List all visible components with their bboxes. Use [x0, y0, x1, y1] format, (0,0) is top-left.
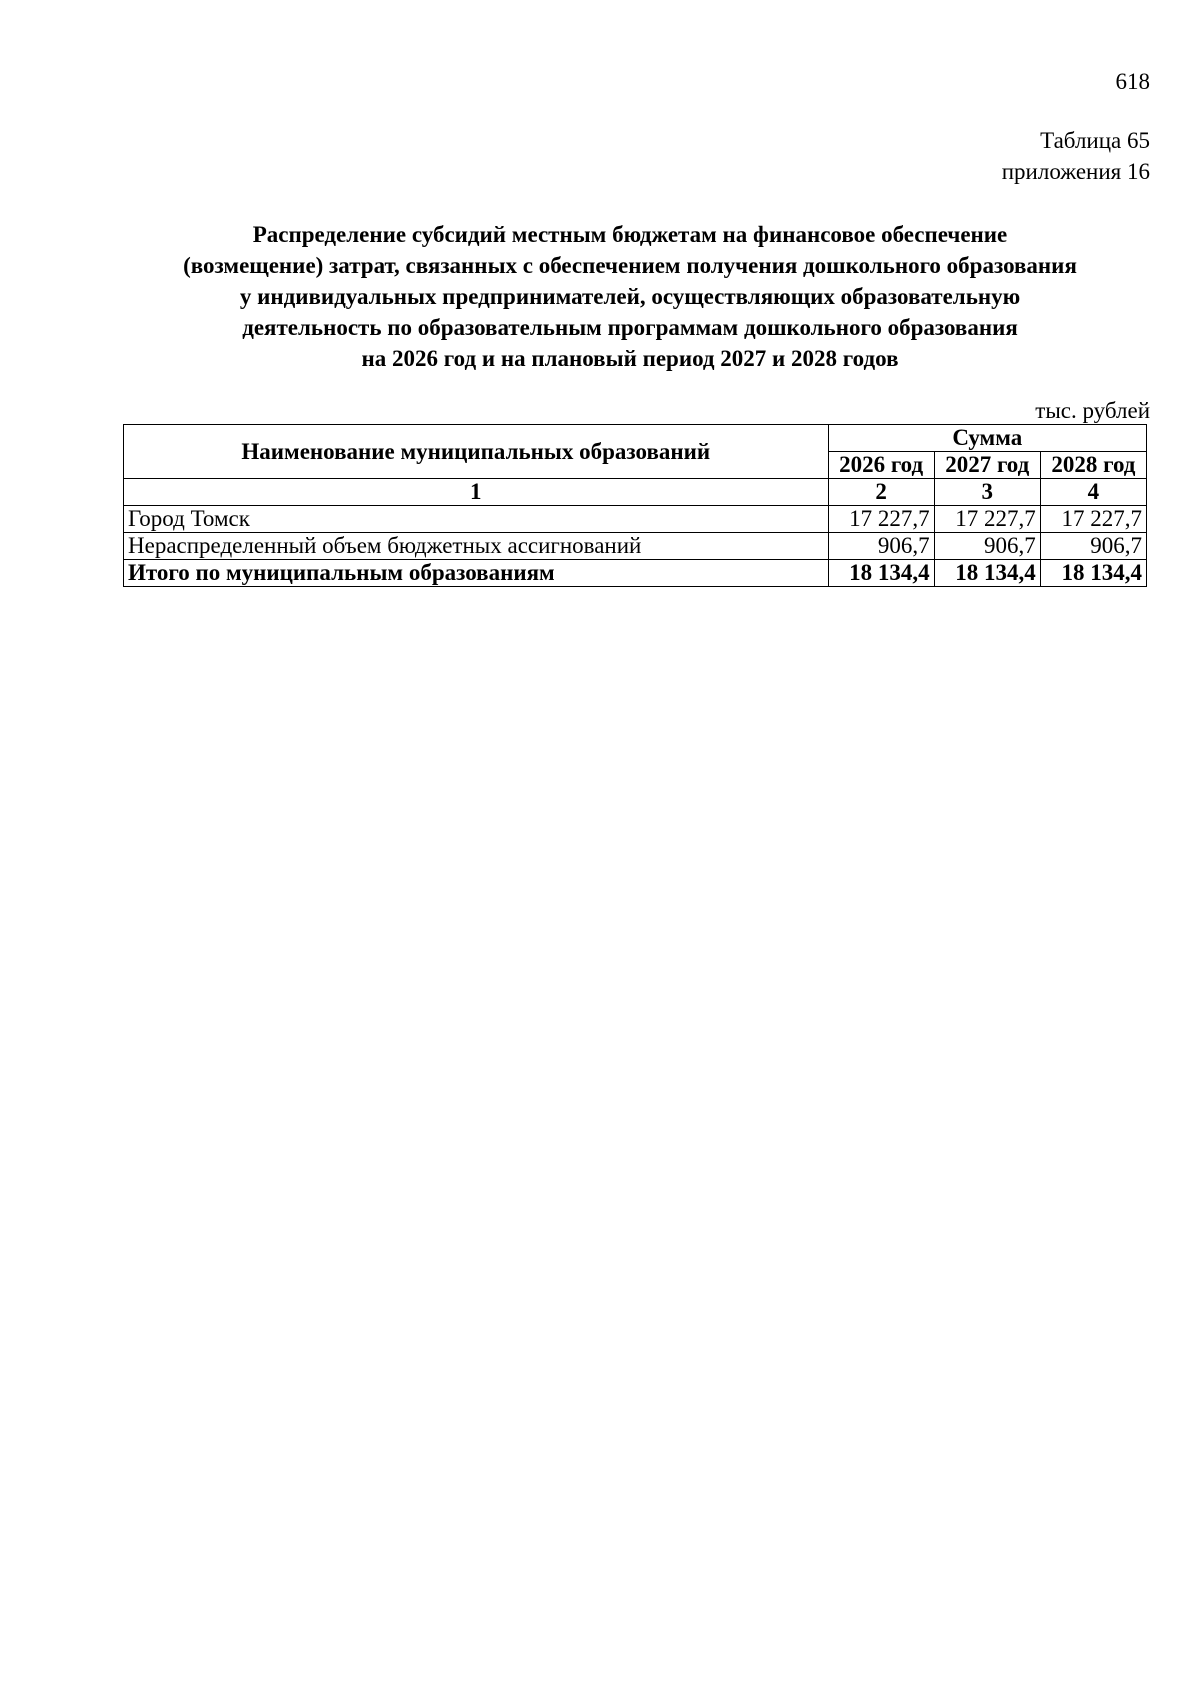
- row-value: 906,7: [934, 533, 1040, 560]
- header-year-2026: 2026 год: [828, 452, 934, 479]
- title-line: на 2026 год и на плановый период 2027 и 2028 годов: [361, 346, 899, 371]
- title-line: у индивидуальных предпринимателей, осуществляющих образовательную: [239, 284, 1021, 309]
- subsidy-table: [123, 424, 1147, 587]
- column-numbers-row: [124, 479, 1147, 506]
- header-year-2027: 2027 год: [934, 452, 1040, 479]
- document-title: [100, 219, 1160, 374]
- total-value: 18 134,4: [828, 560, 934, 587]
- units-label: тыс. рублей: [1035, 398, 1150, 423]
- header-year-2028: 2028 год: [1040, 452, 1146, 479]
- title-line: Распределение субсидий местным бюджетам на финансовое обеспечение: [252, 222, 1008, 247]
- total-row: [124, 560, 1147, 587]
- header-sum: Сумма: [828, 425, 1146, 452]
- total-value: 18 134,4: [1040, 560, 1146, 587]
- total-value: 18 134,4: [934, 560, 1040, 587]
- column-number: 2: [828, 479, 934, 506]
- title-line: деятельность по образовательным программам дошкольного образования: [242, 315, 1018, 340]
- header-row: [124, 425, 1147, 452]
- row-name: Город Томск: [124, 506, 829, 533]
- row-value: 906,7: [1040, 533, 1146, 560]
- table-number: Таблица 65: [1040, 128, 1150, 153]
- column-number: 1: [124, 479, 829, 506]
- row-value: 17 227,7: [934, 506, 1040, 533]
- row-value: 906,7: [828, 533, 934, 560]
- title-line: (возмещение) затрат, связанных с обеспечением получения дошкольного образования: [183, 253, 1077, 278]
- row-name: Нераспределенный объем бюджетных ассигнований: [124, 533, 829, 560]
- table-row: [124, 533, 1147, 560]
- row-value: 17 227,7: [828, 506, 934, 533]
- column-number: 3: [934, 479, 1040, 506]
- column-number: 4: [1040, 479, 1146, 506]
- total-name: Итого по муниципальным образованиям: [124, 560, 829, 587]
- page-number: 618: [1115, 69, 1150, 94]
- header-name: Наименование муниципальных образований: [124, 425, 829, 479]
- appendix-number: приложения 16: [1001, 159, 1150, 184]
- row-value: 17 227,7: [1040, 506, 1146, 533]
- table-row: [124, 506, 1147, 533]
- table-reference: [1002, 125, 1150, 187]
